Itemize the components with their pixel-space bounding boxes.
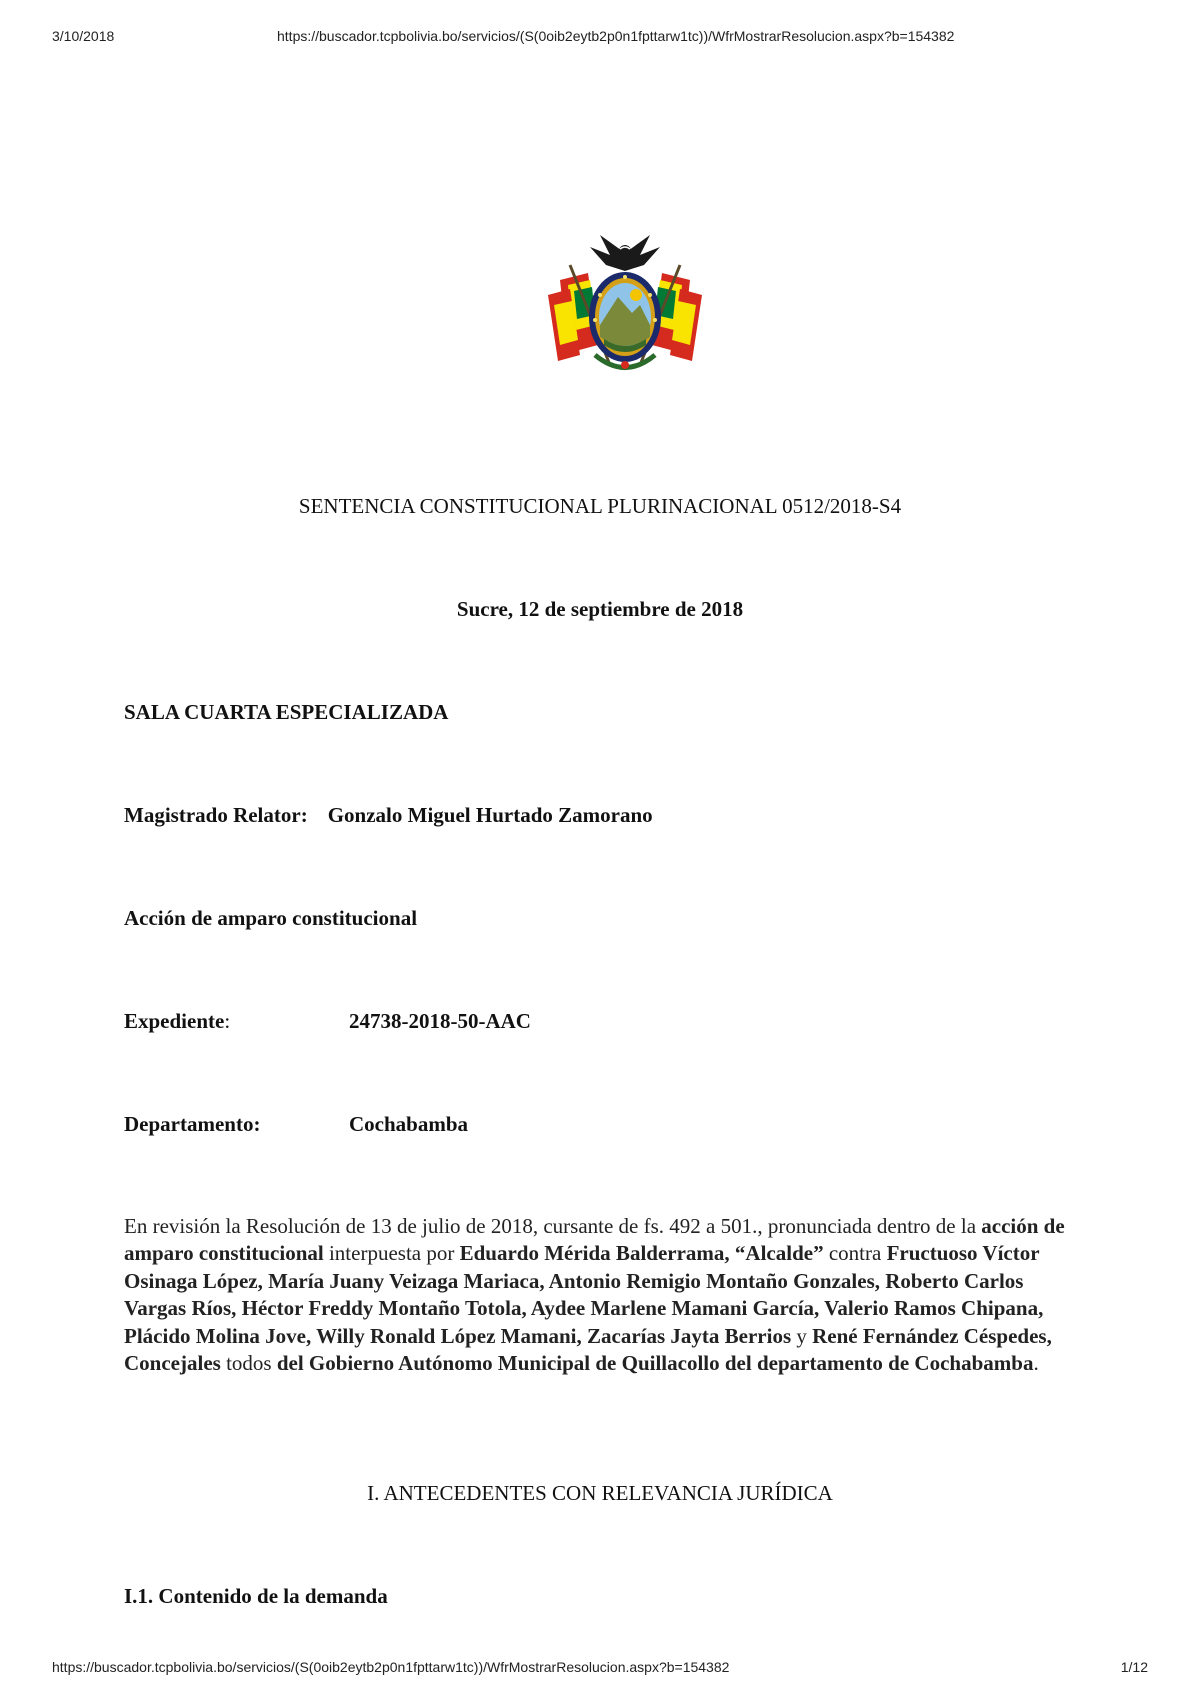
- intro-text-3: contra: [823, 1241, 887, 1266]
- magistrate-row: [124, 803, 653, 828]
- subsection-title: I.1. Contenido de la demanda: [124, 1584, 388, 1608]
- case-row: [124, 1009, 531, 1034]
- bolivia-coat-of-arms-icon: [540, 225, 710, 385]
- case-colon: :: [224, 1009, 231, 1033]
- intro-text-2: interpuesta por: [323, 1241, 460, 1266]
- page-url-footer: https://buscador.tcpbolivia.bo/servicios/(S(0oib2eytb2p0n1fpttarw1tc))/WfrMostrarResolucion.aspx?b=154382: [52, 1659, 730, 1675]
- department-label: Departamento:: [124, 1112, 261, 1136]
- document-title: SENTENCIA CONSTITUCIONAL PLURINACIONAL 0512/2018-S4: [298, 494, 902, 518]
- intro-bold-4: René Fernández Céspedes, Concejales: [124, 1323, 1052, 1376]
- intro-bold-1: acción de amparo constitucional: [124, 1214, 1065, 1266]
- intro-bold-2: Eduardo Mérida Balderrama, “Alcalde”: [459, 1241, 824, 1266]
- intro-text-4: y: [791, 1323, 813, 1348]
- department-value: Cochabamba: [349, 1112, 469, 1136]
- section-title: I. ANTECEDENTES CON RELEVANCIA JURÍDICA: [367, 1481, 833, 1505]
- case-label-wrap: [124, 1009, 349, 1034]
- case-label: Expediente: [124, 1009, 225, 1033]
- action-type: Acción de amparo constitucional: [124, 906, 418, 930]
- place-date: Sucre, 12 de septiembre de 2018: [456, 597, 744, 621]
- intro-text-1: En revisión la Resolución de 13 de julio de 2018, cursante de fs. 492 a 501., pronunciada dentro de la: [124, 1214, 982, 1238]
- department-row: [124, 1112, 468, 1137]
- print-date: 3/10/2018: [52, 28, 115, 44]
- chamber: SALA CUARTA ESPECIALIZADA: [124, 700, 449, 724]
- page-url-header: https://buscador.tcpbolivia.bo/servicios/(S(0oib2eytb2p0n1fpttarw1tc))/WfrMostrarResolucion.aspx?b=154382: [277, 28, 955, 44]
- intro-text-5: todos: [220, 1351, 277, 1376]
- case-number: 24738-2018-50-AAC: [349, 1009, 531, 1033]
- intro-paragraph: [124, 1213, 1079, 1377]
- page-number: 1/12: [1120, 1659, 1148, 1675]
- intro-bold-3: Fructuoso Víctor Osinaga López, María Juany Veizaga Mariaca, Antonio Remigio Montaño Gonzales, Roberto Carlos Vargas Ríos, Héctor Freddy Montaño Totola, Aydee Marlene Mamani García, Valerio Ramos Chipana, Plácido Molina Jove, Willy Ronald López Mamani, Zacarías Jayta Berrios: [124, 1241, 1044, 1348]
- magistrate-name: Gonzalo Miguel Hurtado Zamorano: [327, 803, 653, 827]
- intro-bold-5: del Gobierno Autónomo Municipal de Quillacollo del departamento de Cochabamba: [276, 1351, 1034, 1376]
- intro-text-6: .: [1033, 1351, 1039, 1376]
- magistrate-label: Magistrado Relator:: [124, 803, 308, 827]
